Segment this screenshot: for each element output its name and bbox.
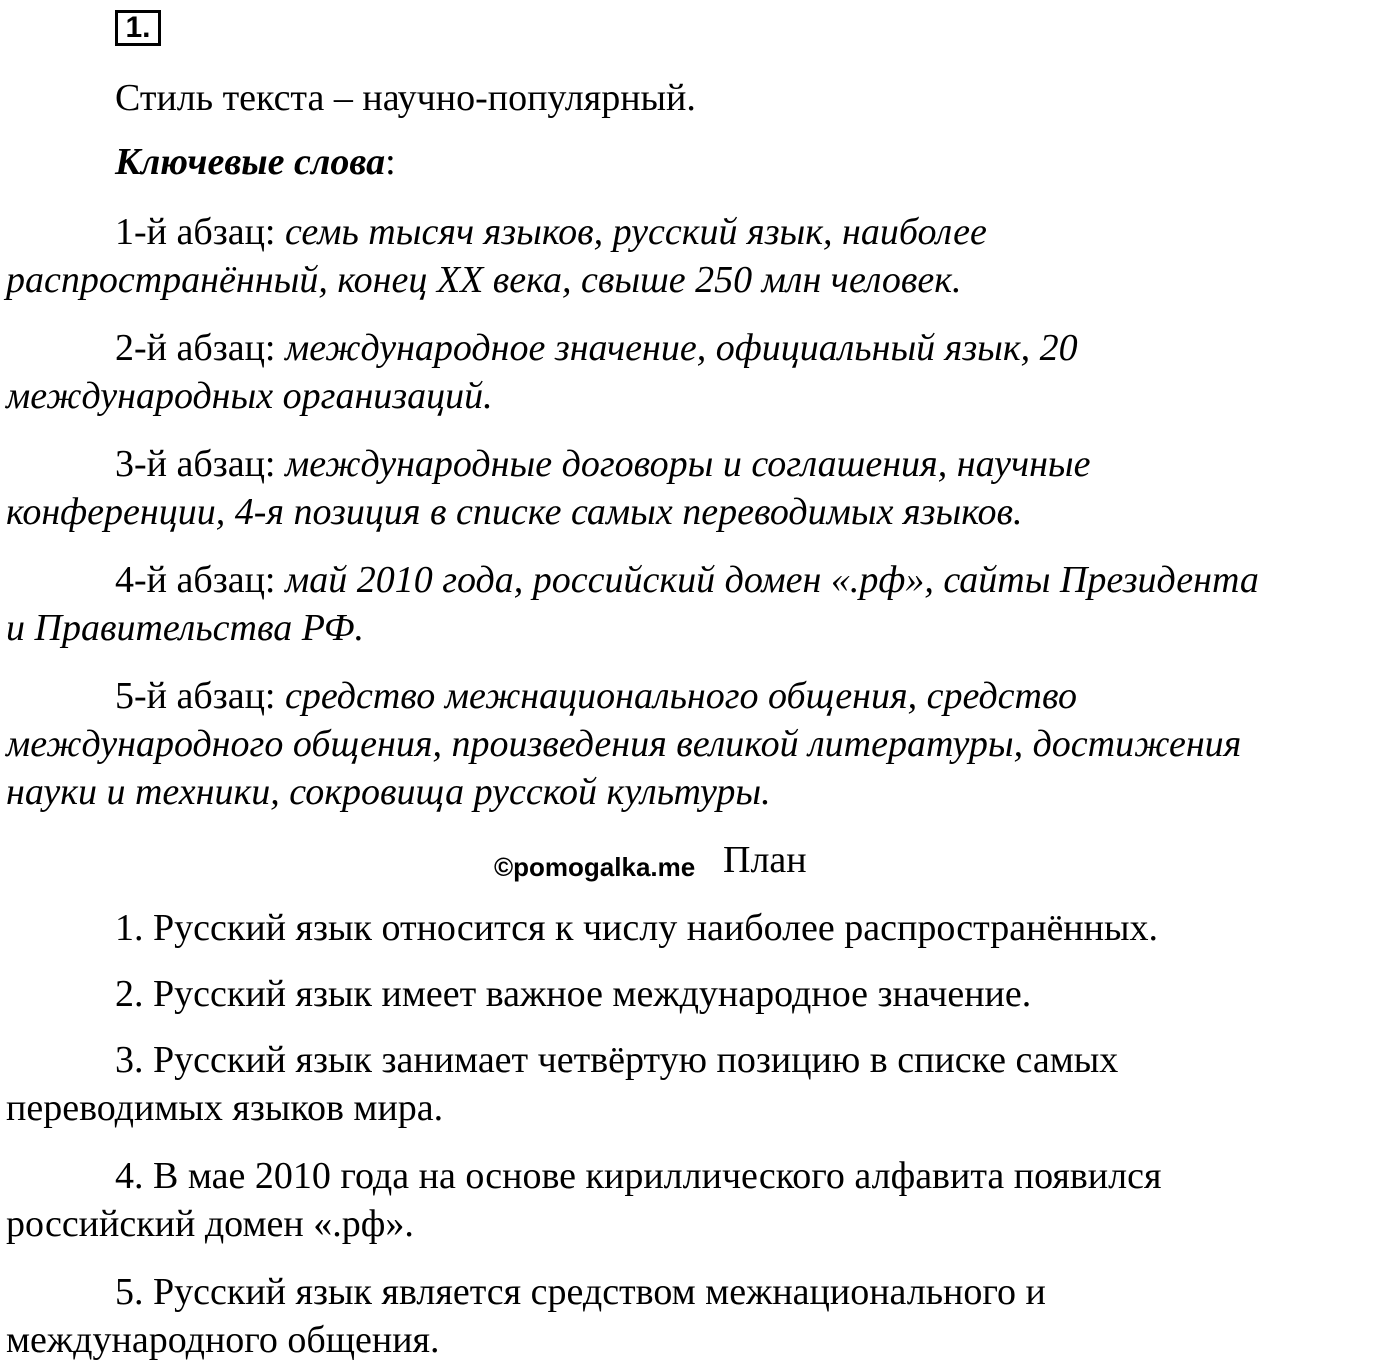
task-number-box: 1.: [115, 10, 161, 46]
paragraph-keywords: семь тысяч языков, русский язык, наиболее: [284, 211, 987, 253]
paragraph-label: 1-й абзац:: [115, 211, 285, 253]
paragraph-keywords: международное значение, официальный язык, 20: [284, 327, 1078, 369]
paragraph-keywords-continued: международного общения, произведения великой литературы, достижения: [6, 723, 1242, 765]
plan-heading-row: [0, 836, 1400, 884]
keywords-heading-text: Ключевые слова: [115, 141, 386, 183]
paragraph-label: 3-й абзац:: [115, 443, 285, 485]
plan-item-text-continued: переводимых языков мира.: [6, 1087, 444, 1129]
plan-title: План: [723, 839, 807, 881]
paragraph-keywords-continued: и Правительства РФ.: [6, 607, 364, 649]
plan-item-text: 3. Русский язык занимает четвёртую позицию в списке самых: [115, 1039, 1119, 1081]
plan-item-1: [6, 904, 1398, 952]
plan-item-4: [6, 1152, 1398, 1248]
plan-item-text: 2. Русский язык имеет важное международное значение.: [115, 973, 1032, 1015]
keywords-paragraph-2: [6, 324, 1398, 420]
paragraph-keywords-continued: международных организаций.: [6, 375, 493, 417]
keywords-heading-colon: :: [385, 141, 396, 183]
paragraph-keywords: средство межнационального общения, средство: [284, 675, 1077, 717]
keywords-heading: [6, 138, 1398, 186]
text-style-line: Стиль текста – научно-популярный.: [115, 77, 696, 119]
paragraph-label: 4-й абзац:: [115, 559, 285, 601]
plan-item-text-continued: российский домен «.рф».: [6, 1203, 414, 1245]
plan-item-5: [6, 1268, 1398, 1364]
plan-item-text-continued: международного общения.: [6, 1319, 440, 1361]
plan-item-3: [6, 1036, 1398, 1132]
paragraph-keywords: май 2010 года, российский домен «.рф», сайты Президента: [284, 559, 1259, 601]
keywords-paragraph-5: [6, 672, 1398, 816]
plan-item-text: 5. Русский язык является средством межнационального и: [115, 1271, 1046, 1313]
paragraph-keywords: международные договоры и соглашения, научные: [284, 443, 1091, 485]
keywords-paragraph-3: [6, 440, 1398, 536]
paragraph-label: 5-й абзац:: [115, 675, 285, 717]
plan-item-text: 1. Русский язык относится к числу наиболее распространённых.: [115, 907, 1159, 949]
paragraph-label: 2-й абзац:: [115, 327, 285, 369]
keywords-paragraph-4: [6, 556, 1398, 652]
paragraph-keywords-continued: конференции, 4-я позиция в списке самых переводимых языков.: [6, 491, 1023, 533]
watermark-text: ©pomogalka.me: [494, 852, 696, 882]
keywords-paragraph-1: [6, 208, 1398, 304]
paragraph-keywords-continued: распространённый, конец XX века, свыше 250 млн человек.: [6, 259, 962, 301]
plan-item-text: 4. В мае 2010 года на основе кириллического алфавита появился: [115, 1155, 1162, 1197]
paragraph-keywords-continued-2: науки и техники, сокровища русской культуры.: [6, 771, 771, 813]
plan-item-2: [6, 970, 1398, 1018]
